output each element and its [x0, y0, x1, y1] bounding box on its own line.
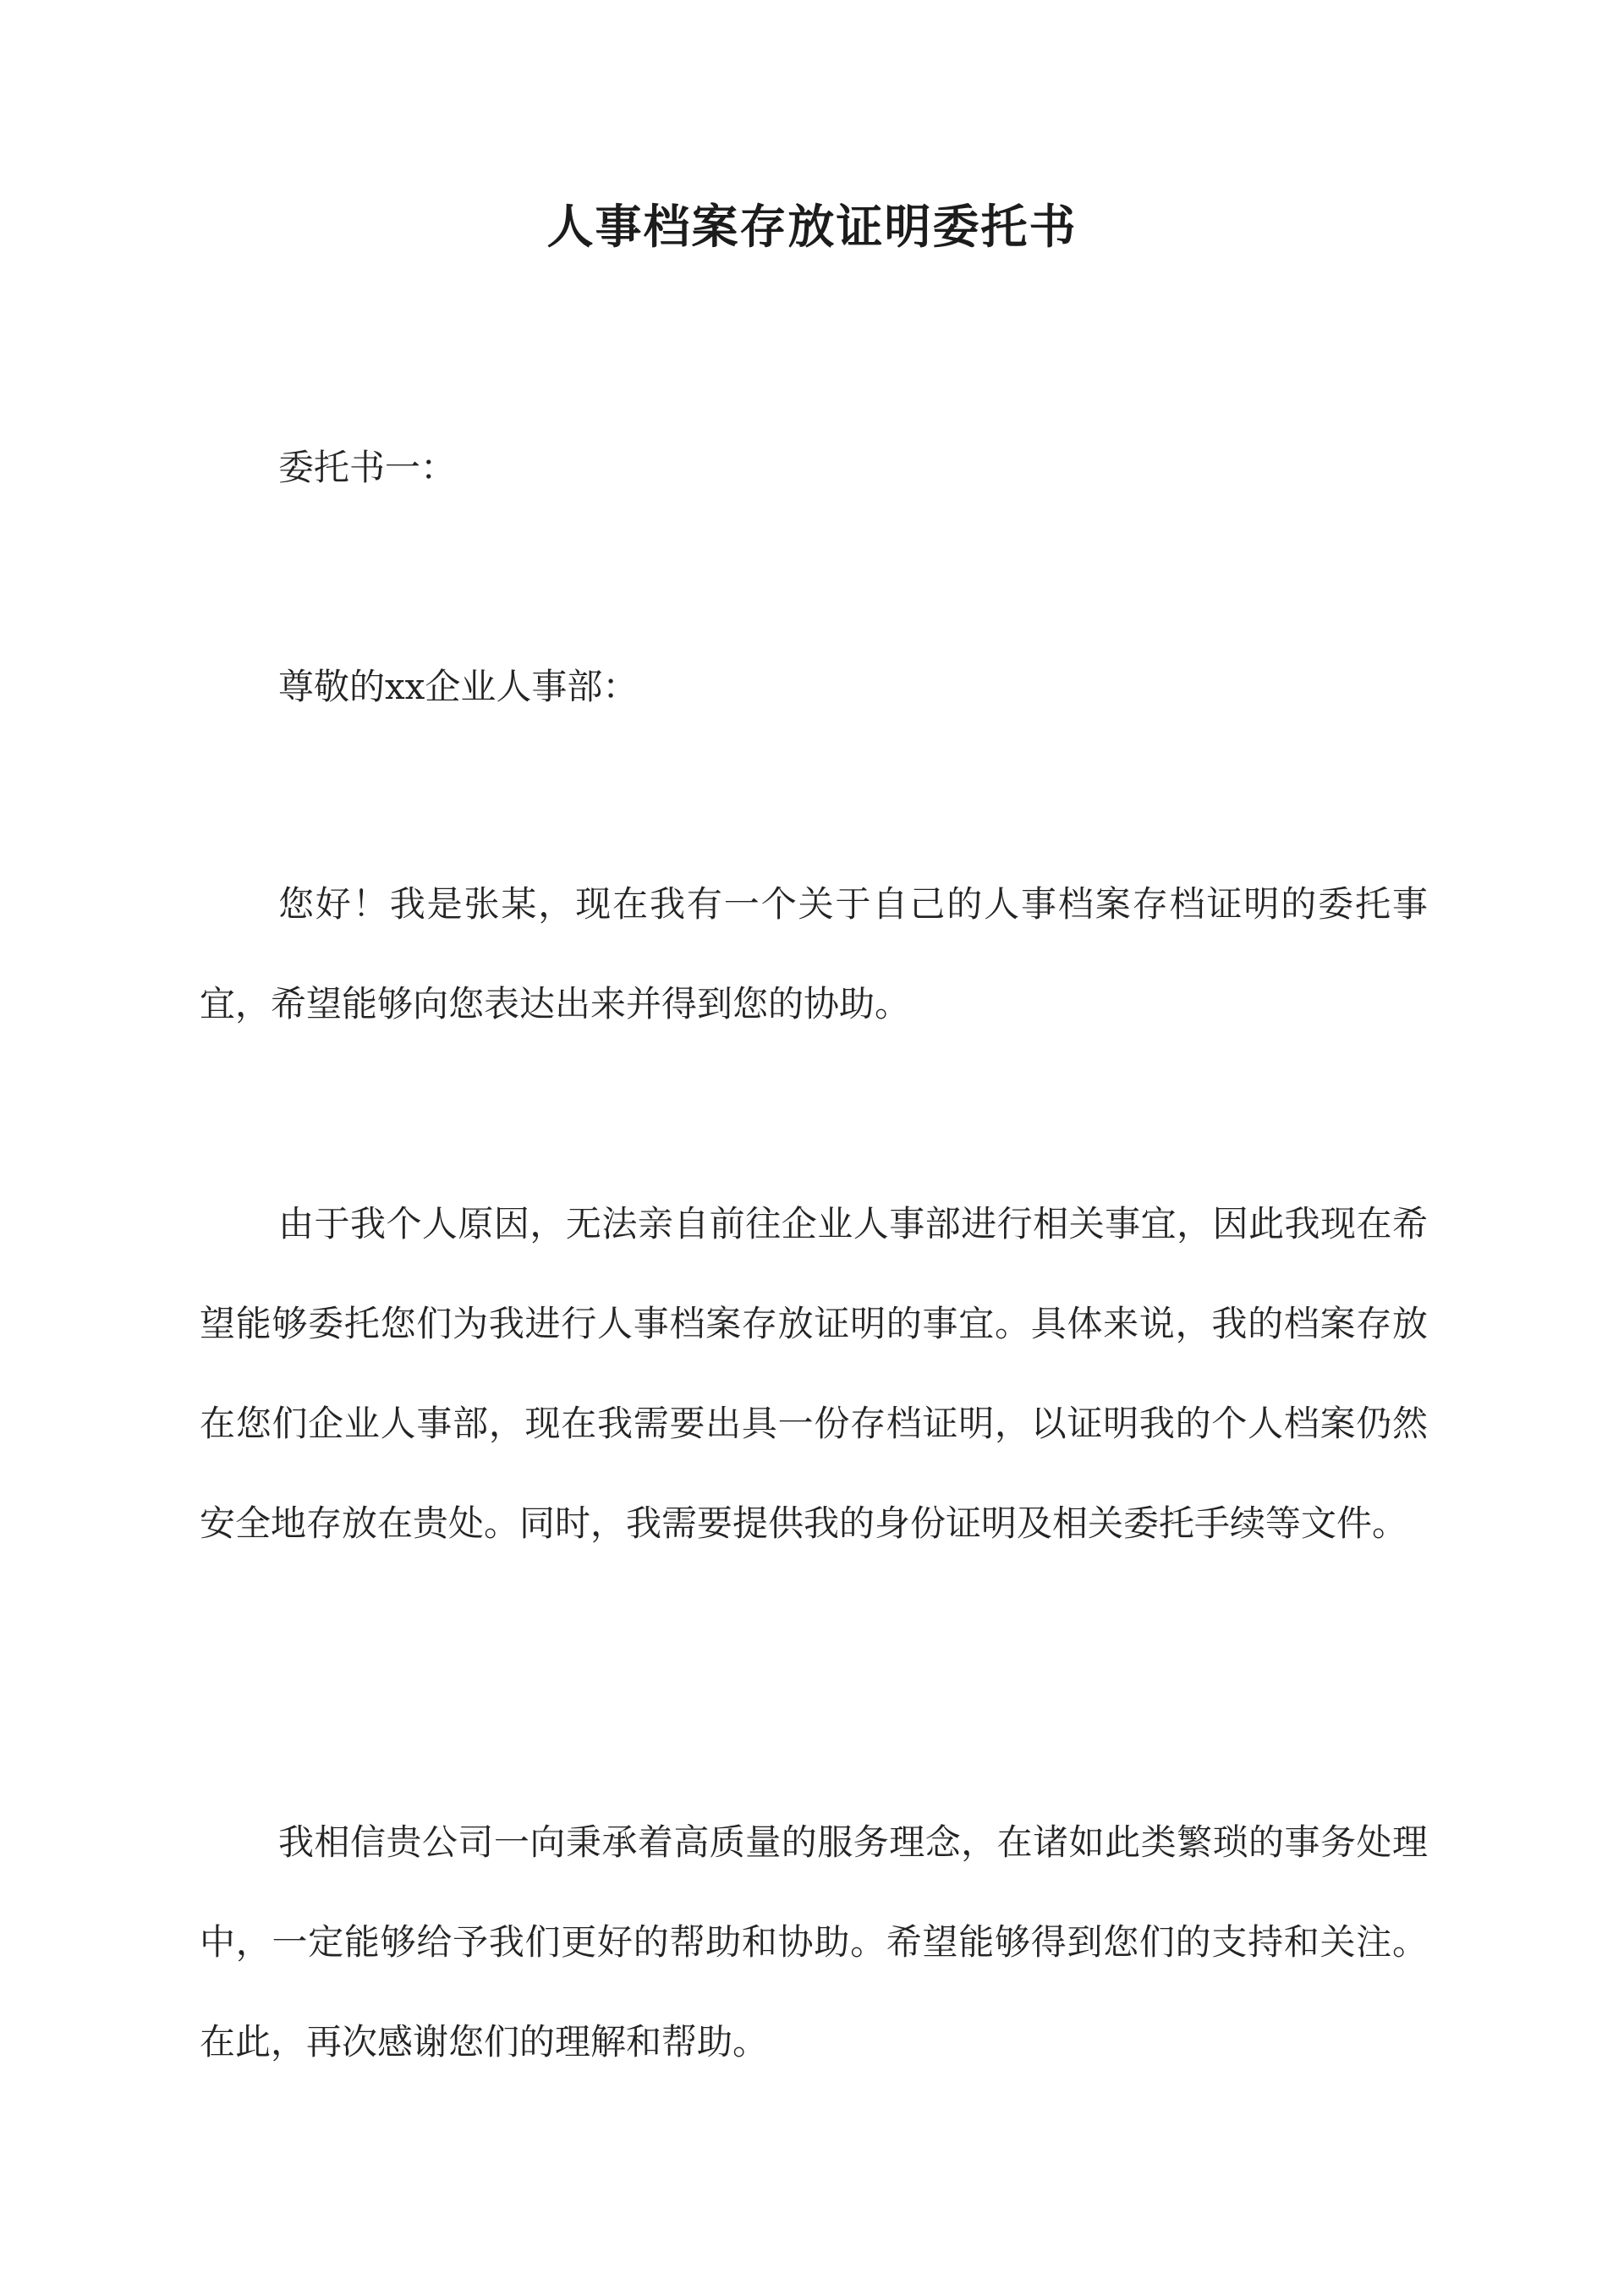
paragraph-greeting: 您好！我是张某，现在我有一个关于自己的人事档案存档证明的委托事宜，希望能够向您表达出来并得到您的协助。: [200, 883, 1428, 1024]
paragraph-request: 由于我个人原因，无法亲自前往企业人事部进行相关事宜，因此我现在希望能够委托您们为我进行人事档案存放证明的事宜。具体来说，我的档案存放在您们企业人事部，现在我需要出具一份存档证明，以证明我的个人档案仍然安全地存放在贵处。同时，我需要提供我的身份证明及相关委托手续等文件。: [200, 1203, 1428, 1544]
section-heading: 委托书一：: [278, 447, 457, 488]
document-title: 人事档案存放证明委托书: [546, 199, 1078, 254]
salutation: 尊敬的xx企业人事部：: [278, 666, 639, 707]
paragraph-thanks: 我相信贵公司一向秉承着高质量的服务理念，在诸如此类繁琐的事务处理中，一定能够给予我们更好的帮助和协助。希望能够得到您们的支持和关注。在此，再次感谢您们的理解和帮助。: [200, 1821, 1428, 2063]
